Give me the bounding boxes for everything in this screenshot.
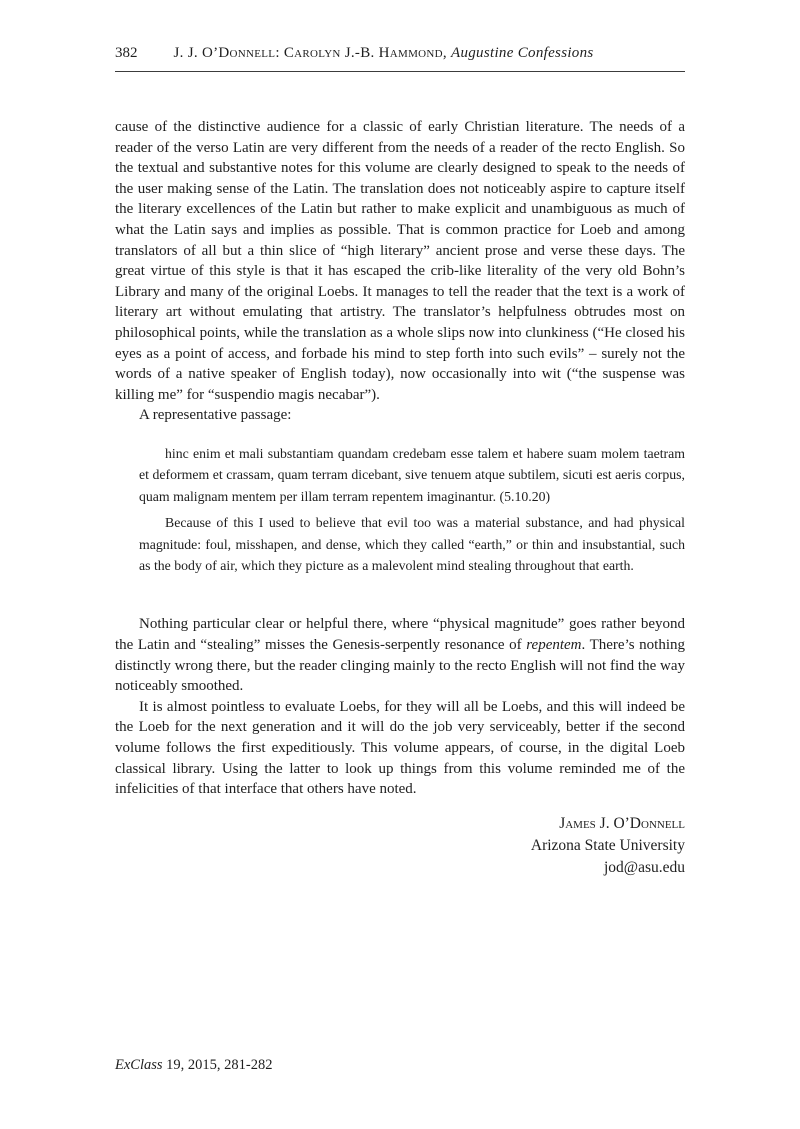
signature-block — [115, 813, 685, 879]
paragraph-conclusion: It is almost pointless to evaluate Loebs, for they will all be Loebs, and this will indeed be the Loeb for the next generation and it will do the job very serviceably, better if the second volume follows the first expeditiously. This volume appears, of course, in the digital Loeb classical library. Using the latter to look up things from this volume reminded me of the infelicities of that interface that others have noted. — [115, 698, 685, 798]
reviewer-affiliation: Arizona State University — [530, 836, 685, 854]
page-header — [115, 44, 685, 72]
reviewer-email: jod@asu.edu — [604, 858, 685, 876]
paragraph-continuation: cause of the distinctive audience for a classic of early Christian literature. The needs of a reader of the verso Latin are very different from the needs of a reader of the recto English. So the textual and substantive notes for this volume are clearly designed to speak to the needs of the user making sense of the Latin. The translation does not noticeably aspire to capture itself the literary excellences of the Latin but rather to make explicit and unambiguous as much of what the Latin says and implies as possible. That is common practice for Loeb and among translators of all but a thin slice of “high literary” ancient prose and verse these days. The great virtue of this style is that it has escaped the crib-like literality of the very old Bohn’s Library and many of the original Loebs. It manages to tell the reader that the text is a work of literary art without emulating that artistry. The translator’s helpfulness obtrudes most on philosophical points, while the translation as a whole slips now into clunkiness (“He closed his eyes as a point of access, and forbade his mind to step forth into such evils” – surely not the words of a native speaker of English today), now occasionally into wit (“the suspense was killing me” for “suspendio magis necabar”). — [115, 119, 685, 403]
review-body — [115, 117, 685, 879]
paragraph-intro-passage: A representative passage: — [139, 407, 292, 424]
reviewer-name: James J. O’Donnell — [559, 814, 685, 832]
page-number: 382 — [115, 45, 138, 61]
english-block-quote: Because of this I used to believe that evil too was a material substance, and had physical magnitude: foul, misshapen, and dense, which they called “earth,” or thin and insubstantial, such as the body of air, which they picture as a malevolent mind stealing throughout that earth. — [139, 515, 685, 573]
running-title: J. J. O’Donnell: Carolyn J.-B. Hammond, Augustine Confessions — [173, 45, 594, 61]
journal-footer: ExClass 19, 2015, 281-282 — [115, 1057, 273, 1073]
paragraph-evaluation: Nothing particular clear or helpful there, where “physical magnitude” goes rather beyond the Latin and “stealing” misses the Genesis-serpently resonance of repentem. There’s nothing distinctly wrong there, but the reader clinging mainly to the recto English will not find the way noticeably smoothed. — [115, 616, 686, 695]
latin-block-quote: hinc enim et mali substantiam quandam credebam esse talem et habere suam molem taetram et deformem et crassam, quam terram dicebant, sive tenuem atque subtilem, sicuti est aeris corpus, quam malignam mentem per illam terram repentem imaginantur. (5.10.20) — [139, 445, 685, 504]
